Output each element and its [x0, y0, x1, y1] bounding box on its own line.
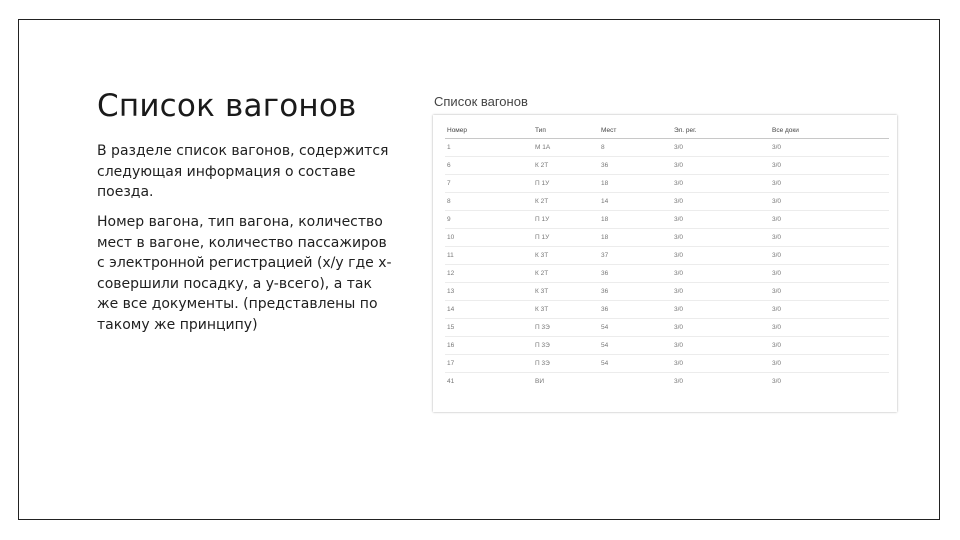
seats-cell: 18: [599, 175, 672, 193]
wagon-number-cell: 13: [445, 283, 533, 301]
table-row: [445, 193, 889, 211]
wagon-number-cell: 8: [445, 193, 533, 211]
all-documents-cell: 3/0: [770, 319, 889, 337]
column-header-e-registration: Эл. рег.: [672, 123, 770, 139]
wagon-type-cell: П 1У: [533, 175, 599, 193]
e-registration-cell: 3/0: [672, 157, 770, 175]
all-documents-cell: 3/0: [770, 157, 889, 175]
column-header-number: Номер: [445, 123, 533, 139]
all-documents-cell: 3/0: [770, 139, 889, 157]
e-registration-cell: 3/0: [672, 211, 770, 229]
wagon-number-cell: 41: [447, 378, 455, 385]
screenshot-title: Список вагонов: [434, 94, 528, 109]
seats-cell: 36: [599, 265, 672, 283]
e-registration-cell: 3/0: [672, 247, 770, 265]
e-registration-cell: 3/0: [672, 193, 770, 211]
all-documents-cell: 3/0: [770, 355, 889, 373]
wagon-type-cell: К 3Т: [533, 301, 599, 319]
wagon-number-cell: 12: [445, 265, 533, 283]
e-registration-cell: 3/0: [674, 378, 684, 385]
seats-cell: 54: [599, 355, 672, 373]
table-row: [445, 175, 889, 193]
wagon-type-cell: К 2Т: [533, 265, 599, 283]
all-documents-cell: 3/0: [770, 283, 889, 301]
seats-cell: 14: [599, 193, 672, 211]
seats-cell: 37: [599, 247, 672, 265]
column-header-all-documents: Все доки: [770, 123, 889, 139]
wagon-type-cell: К 3Т: [533, 247, 599, 265]
seats-cell: 36: [599, 301, 672, 319]
wagon-number-cell: 11: [445, 247, 533, 265]
wagon-table: [445, 123, 889, 390]
wagon-type-cell: П 3Э: [533, 355, 599, 373]
wagon-type-cell: М 1А: [533, 139, 599, 157]
all-documents-cell: 3/0: [770, 247, 889, 265]
seats-cell: 8: [599, 139, 672, 157]
seats-cell: 36: [599, 157, 672, 175]
wagon-list-panel: [433, 115, 897, 412]
table-row: [445, 265, 889, 283]
details-paragraph: Номер вагона, тип вагона, количество мест в вагоне, количество пассажиров с электронной регистрацией (x/y где x- совершили посадку, a y-всего), а так же все документы. (представлены по такому же принципу): [97, 214, 392, 333]
table-row: [445, 139, 889, 157]
table-row: [445, 319, 889, 337]
seats-cell: 54: [599, 319, 672, 337]
table-row: [445, 211, 889, 229]
wagon-number-cell: 10: [445, 229, 533, 247]
wagon-type-cell: ВИ: [535, 378, 545, 385]
wagon-type-cell: К 2Т: [533, 193, 599, 211]
table-row: [445, 229, 889, 247]
wagon-type-cell: П 1У: [533, 211, 599, 229]
all-documents-cell: 3/0: [770, 193, 889, 211]
e-registration-cell: 3/0: [672, 229, 770, 247]
wagon-type-cell: П 3Э: [533, 337, 599, 355]
all-documents-cell: 3/0: [770, 337, 889, 355]
table-row: [445, 283, 889, 301]
wagon-number-cell: 15: [445, 319, 533, 337]
all-documents-cell: 3/0: [770, 175, 889, 193]
e-registration-cell: 3/0: [672, 319, 770, 337]
all-documents-cell: 3/0: [770, 211, 889, 229]
e-registration-cell: 3/0: [672, 283, 770, 301]
table-row: [445, 157, 889, 175]
e-registration-cell: 3/0: [672, 265, 770, 283]
slide-title: Список вагонов: [97, 88, 357, 124]
wagon-number-cell: 17: [445, 355, 533, 373]
e-registration-cell: 3/0: [672, 175, 770, 193]
column-header-seats: Мест: [599, 123, 672, 139]
all-documents-cell: 3/0: [770, 265, 889, 283]
table-header-row: [445, 123, 889, 139]
e-registration-cell: 3/0: [672, 301, 770, 319]
all-documents-cell: 3/0: [772, 378, 782, 385]
column-header-type: Тип: [533, 123, 599, 139]
wagon-number-cell: 16: [445, 337, 533, 355]
seats-cell: 18: [599, 229, 672, 247]
table-row: [445, 373, 889, 391]
seats-cell: 54: [599, 337, 672, 355]
e-registration-cell: 3/0: [672, 337, 770, 355]
table-row: [445, 301, 889, 319]
wagon-type-cell: К 2Т: [533, 157, 599, 175]
wagon-number-cell: 9: [445, 211, 533, 229]
seats-cell: [599, 373, 672, 391]
wagon-type-cell: П 1У: [533, 229, 599, 247]
wagon-number-cell: 1: [445, 139, 533, 157]
e-registration-cell: 3/0: [672, 355, 770, 373]
table-row: [445, 355, 889, 373]
e-registration-cell: 3/0: [672, 139, 770, 157]
wagon-number-cell: 7: [445, 175, 533, 193]
seats-cell: 18: [599, 211, 672, 229]
table-row: [445, 337, 889, 355]
wagon-number-cell: 6: [445, 157, 533, 175]
table-row: [445, 247, 889, 265]
wagon-type-cell: К 3Т: [533, 283, 599, 301]
intro-paragraph: В разделе список вагонов, содержится следующая информация о составе поезда.: [97, 143, 389, 200]
all-documents-cell: 3/0: [770, 301, 889, 319]
wagon-number-cell: 14: [445, 301, 533, 319]
wagon-type-cell: П 3Э: [533, 319, 599, 337]
seats-cell: 36: [599, 283, 672, 301]
all-documents-cell: 3/0: [770, 229, 889, 247]
